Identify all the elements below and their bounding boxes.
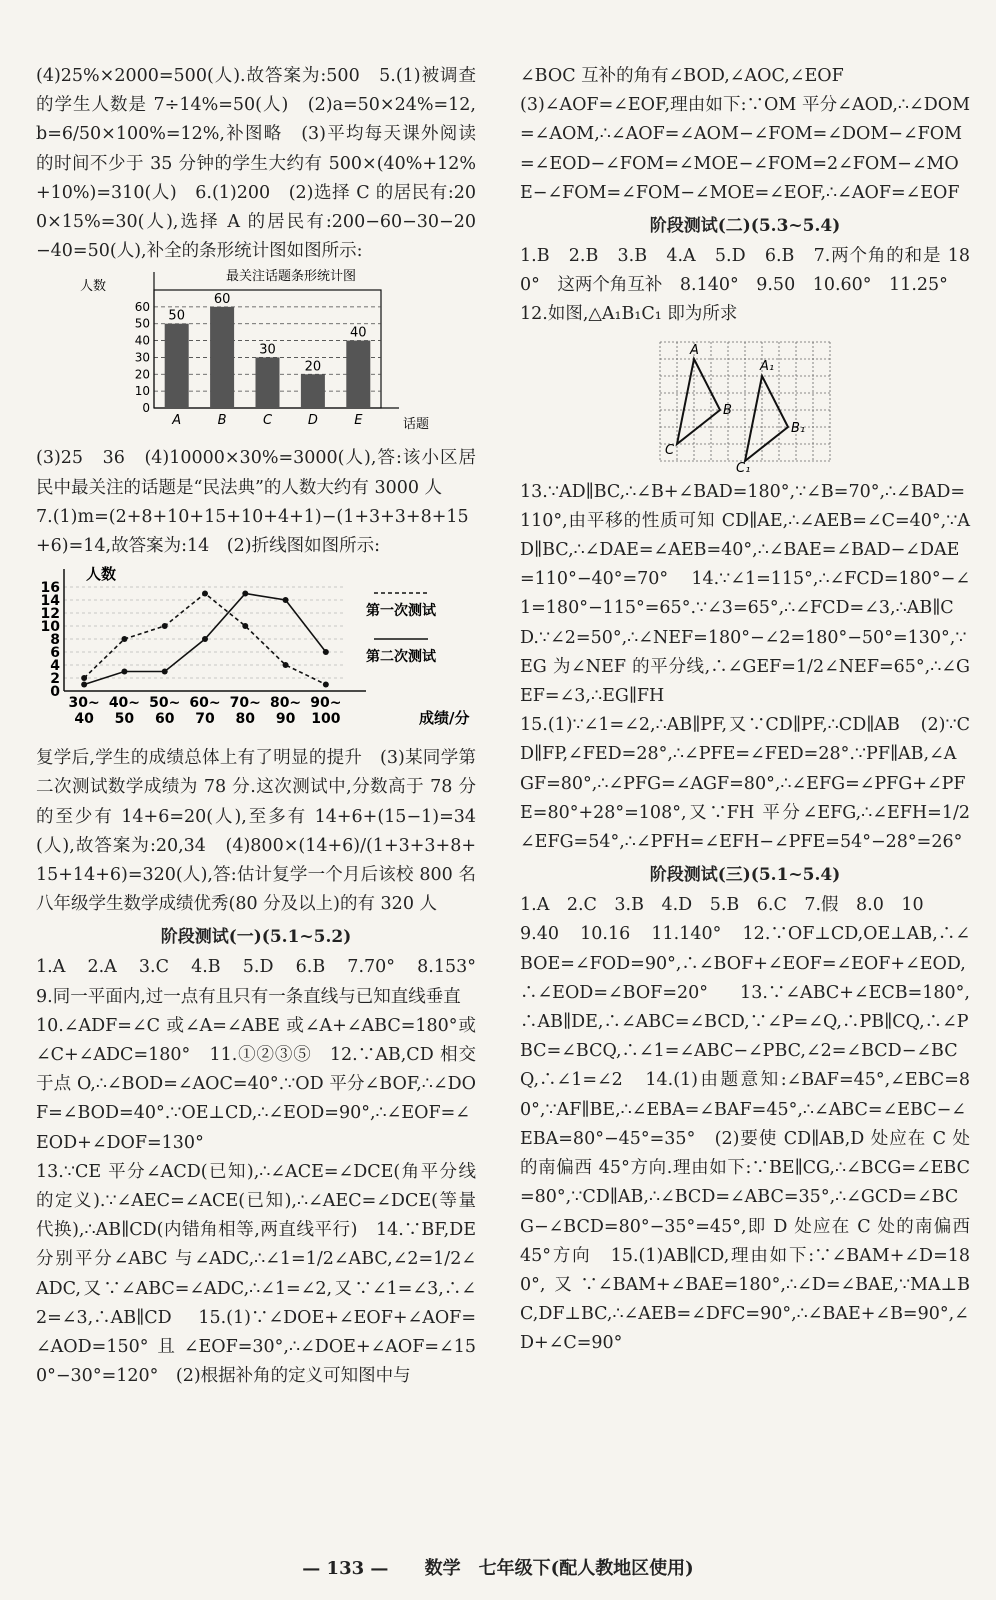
data-point — [242, 591, 248, 597]
page-number: — 133 — — [302, 1558, 389, 1579]
answer-paragraph: 13.∵AD∥BC,∴∠B+∠BAD=180°,∵∠B=70°,∴∠BAD=110°,由平移的性质可知 CD∥AE,∴∠AEB=∠C=40°,∵AD∥BC,∴∠DAE=∠AEB=40°,∴∠BAE=∠BAD−∠DAE=110°−40°=70° 14.∵∠1=115°,∴∠FCD=180°−∠1=180°−115°=65°.∵∠3=65°,∴∠FCD=∠3,∴AB∥CD.∵∠2=50°,∴∠NEF=180°−∠2=180°−50°=130°,∵EG 为∠NEF 的平分线,∴∠GEF=1/2∠NEF=65°,∴∠GEF=∠3,∴EG∥FH — [520, 481, 970, 707]
answer-paragraph: 1.A 2.C 3.B 4.D 5.B 6.C 7.假 8.0 10 — [520, 895, 924, 916]
data-point — [121, 636, 127, 642]
answer-paragraph: 1.A 2.A 3.C 4.B 5.D 6.B 7.70° 8.153° 9.同一平面内,过一点有且只有一条直线与已知直线垂直 — [36, 957, 494, 1007]
bar-chart-svg — [36, 268, 476, 438]
x-tick-label: D — [307, 413, 318, 429]
grid-figure-svg — [650, 332, 840, 472]
data-point — [81, 675, 87, 681]
legend-label: 第二次测试 — [366, 649, 436, 666]
answer-paragraph: (4)25%×2000=500(人).故答案为:500 5.(1)被调查的学生人数是 7÷14%=50(人) (2)a=50×24%=12,b=6/50×100%=12%,补图略 (3)平均每天课外阅读的时间不少于 35 分钟的学生大约有 500×(40%+12%+10%)=310(人) 6.(1)200 (2)选择 C 的居民有:200×15%=30(人),选择 A 的居民有:200−60−30−20−40=50(人),补全的条形统计图如图所示: — [36, 66, 476, 262]
y-tick-label: 8 — [50, 632, 60, 649]
x-tick-label: 50~ — [149, 695, 181, 712]
data-point — [121, 669, 127, 675]
left-block-4 — [36, 953, 494, 1391]
bar-value-label: 50 — [168, 309, 185, 325]
bar-chart — [36, 268, 476, 442]
y-tick-label: 50 — [134, 317, 150, 332]
answer-paragraph: (3)∠AOF=∠EOF,理由如下:∵OM 平分∠AOD,∴∠DOM=∠AOM,∴∠AOF=∠AOM−∠FOM=∠DOM−∠FOM=∠EOD−∠FOM=∠MOE−∠FOM=2∠FOM−∠MOE−∠FOM=∠FOM−∠MOE=∠EOF,∴∠AOF=∠EOF — [520, 95, 970, 203]
bar-value-label: 20 — [304, 359, 322, 375]
y-axis-label: 人数 — [86, 565, 117, 584]
section-title: 阶段测试(二)(5.3~5.4) — [649, 216, 841, 237]
data-point — [162, 669, 168, 675]
x-tick-label: 40~ — [108, 695, 141, 712]
left-block-1 — [36, 62, 476, 266]
line-chart — [36, 563, 476, 742]
y-tick-label: 30 — [134, 350, 150, 365]
answer-paragraph: 复学后,学生的成绩总体上有了明显的提升 (3)某同学第二次测试数学成绩为 78 分.这次测试中,分数高于 78 分的至少有 14+6=20(人),至多有 14+6+(15−1)=34(人),故答案为:20,34 (4)800×(14+6)/(1+3+3+8+15+14+6)=320(人),答:估计复学一个月后该校 800 名八年级学生数学成绩优秀(80 分及以上)的有 320 人 — [36, 748, 476, 915]
book-title: 数学 七年级下(配人教地区使用) — [424, 1558, 694, 1579]
answer-paragraph: 15.(1)∵∠1=∠2,∴AB∥PF,又∵CD∥PF,∴CD∥AB (2)∵CD∥FP,∠FED=28°,∴∠PFE=∠FED=28°.∵PF∥AB,∠AGF=80°,∴∠PFG=∠AGF=80°,∴∠EFG=∠PFG+∠PFE=80°+28°=108°,又∵FH 平分∠EFG,∴∠EFH=1/2∠EFG=54°,∴∠PFH=∠EFH−∠PFE=54°−28°=26° — [520, 715, 970, 853]
x-tick-label: 70~ — [229, 695, 261, 712]
legend-label: 第一次测试 — [366, 603, 436, 620]
data-point — [323, 682, 329, 688]
line-chart-svg — [36, 563, 476, 738]
bar — [210, 307, 234, 408]
left-block-2 — [36, 444, 476, 561]
section-title: 阶段测试(三)(5.1~5.4) — [649, 865, 841, 886]
left-column — [36, 62, 494, 1392]
y-tick-label: 4 — [50, 658, 60, 675]
answer-paragraph: ∠BOC 互补的角有∠BOD,∠AOC,∠EOF — [520, 66, 844, 86]
x-tick-label: 40 — [74, 711, 94, 728]
y-tick-label: 20 — [134, 367, 150, 382]
data-point — [323, 649, 329, 655]
answer-paragraph: 7.(1)m=(2+8+10+15+10+4+1)−(1+3+3+8+15+6)=14,故答案为:14 (2)折线图如图所示: — [36, 506, 469, 557]
data-point — [81, 682, 87, 688]
x-tick-label: 30~ — [68, 695, 100, 712]
x-tick-label: A — [172, 413, 182, 429]
bar — [165, 324, 189, 408]
right-block-2 — [520, 242, 970, 330]
label-b1: B₁ — [791, 420, 806, 436]
y-tick-label: 10 — [134, 384, 150, 399]
x-tick-label: E — [354, 413, 363, 429]
x-axis-label: 成绩/分 — [419, 709, 470, 728]
triangle-abc — [677, 359, 720, 444]
y-tick-label: 40 — [134, 333, 150, 348]
y-tick-label: 6 — [50, 645, 60, 662]
data-point — [202, 591, 208, 597]
y-tick-label: 16 — [40, 580, 60, 597]
right-block-1 — [520, 62, 970, 208]
x-tick-label: C — [262, 413, 273, 429]
chart-title: 最关注话题条形统计图 — [225, 269, 357, 285]
y-tick-label: 0 — [50, 684, 60, 701]
right-column — [520, 62, 970, 1359]
page-footer — [0, 1554, 996, 1580]
bar-value-label: 30 — [259, 342, 276, 358]
label-b: B — [723, 402, 732, 418]
x-tick-label: 70 — [195, 711, 215, 728]
y-tick-label: 12 — [40, 606, 60, 623]
y-axis-label: 人数 — [79, 279, 106, 295]
right-block-4 — [520, 891, 970, 1358]
answer-paragraph: 13.∵CE 平分∠ACD(已知),∴∠ACE=∠DCE(角平分线的定义).∵∠AEC=∠ACE(已知),∴∠AEC=∠DCE(等量代换),∴AB∥CD(内错角相等,两直线平行) 14.∵BF,DE 分别平分∠ABC 与∠ADC,∴∠1=1/2∠ABC,∠2=1/2∠ADC,又∵∠ABC=∠ADC,∴∠1=∠2,又∵∠1=∠3,∴∠2=∠3,∴AB∥CD 15.(1)∵∠DOE+∠EOF+∠AOF=∠AOD=150°且∠EOF=30°,∴∠DOE+∠AOF=∠150°−30°=120° (2)根据补角的定义可知图中与 — [36, 1161, 476, 1387]
x-tick-label: 80 — [235, 711, 256, 728]
y-tick-label: 10 — [40, 619, 60, 636]
x-tick-label: 90 — [275, 711, 296, 728]
x-tick-label: 60~ — [189, 695, 221, 712]
data-point — [283, 597, 289, 603]
right-block-3 — [520, 478, 970, 858]
bar — [346, 341, 370, 408]
section-title: 阶段测试(一)(5.1~5.2) — [160, 927, 352, 948]
data-point — [242, 623, 248, 629]
answer-paragraph: 9.40 10.16 11.140° 12.∵OF⊥CD,OE⊥AB,∴∠BOE=∠FOD=90°,∴∠BOF+∠EOF=∠EOF+∠EOD,∴∠EOD=∠BOF=20° 13.∵∠ABC+∠ECB=180°,∴AB∥DE,∴∠ABC=∠BCD,∵∠P=∠Q,∴PB∥CQ,∴∠PBC=∠BCQ,∴∠1=∠ABC−∠PBC,∠2=∠BCD−∠BCQ,∴∠1=∠2 14.(1)由题意知:∠BAF=45°,∠EBC=80°,∵AF∥BE,∴∠EBA=∠BAF=45°,∴∠ABC=∠EBC−∠EBA=80°−45°=35° (2)要使 CD∥AB,D 处应在 C 处的南偏西 45°方向.理由如下:∵BE∥CG,∴∠BCG=∠EBC=80°,∵CD∥AB,∴∠BCD=∠ABC=35°,∴∠GCD=∠BCG−∠BCD=80°−35°=45°,即 D 处应在 C 处的南偏西 45°方向 15.(1)AB∥CD,理由如下:∵∠BAM+∠D=180°,又∵∠BAM+∠BAE=180°,∴∠D=∠BAE,∵MA⊥BC,DF⊥BC,∴∠AEB=∠DFC=90°,∴∠BAE+∠B=90°,∠D+∠C=90° — [520, 924, 970, 1354]
label-c1: C₁ — [736, 460, 751, 472]
bar — [301, 375, 325, 409]
data-point — [283, 662, 289, 668]
bar-value-label: 60 — [213, 292, 231, 308]
bar — [256, 358, 280, 409]
x-tick-label: 50 — [114, 711, 135, 728]
x-axis-label: 话题 — [402, 417, 430, 433]
translation-grid-figure — [520, 332, 970, 476]
y-tick-label: 0 — [142, 401, 150, 416]
answer-paragraph: 1.B 2.B 3.B 4.A 5.D 6.B 7.两个角的和是 180° 这两个角互补 8.140° 9.50 10.60° 11.25° — [520, 246, 970, 296]
x-tick-label: 60 — [154, 711, 175, 728]
answer-paragraph: 12.如图,△A₁B₁C₁ 即为所求 — [520, 304, 738, 325]
y-tick-label: 60 — [134, 300, 150, 315]
data-point — [162, 623, 168, 629]
bar-value-label: 40 — [350, 325, 367, 341]
y-tick-label: 2 — [50, 671, 60, 688]
answer-paragraph: (3)25 36 (4)10000×30%=3000(人),答:该小区居民中最关注的话题是“民法典”的人数大约有 3000 人 — [36, 448, 476, 498]
x-tick-label: 80~ — [269, 695, 302, 712]
label-c: C — [665, 442, 675, 458]
left-block-3 — [36, 744, 476, 919]
x-tick-label: 90~ — [310, 695, 342, 712]
y-tick-label: 14 — [40, 593, 60, 610]
x-tick-label: B — [217, 413, 227, 429]
data-point — [202, 636, 208, 642]
label-a: A — [690, 342, 699, 358]
answer-paragraph: 10.∠ADF=∠C 或∠A=∠ABE 或∠A+∠ABC=180°或∠C+∠ADC=180° 11.①②③⑤ 12.∵AB,CD 相交于点 O,∴∠BOD=∠AOC=40°.∵OD 平分∠BOF,∴∠DOF=∠BOD=40°.∵OE⊥CD,∴∠EOD=90°,∴∠EOF=∠EOD+∠DOF=130° — [36, 1015, 476, 1153]
x-tick-label: 100 — [311, 711, 341, 728]
label-a1: A₁ — [760, 358, 775, 374]
triangle-a1b1c1 — [745, 376, 788, 461]
